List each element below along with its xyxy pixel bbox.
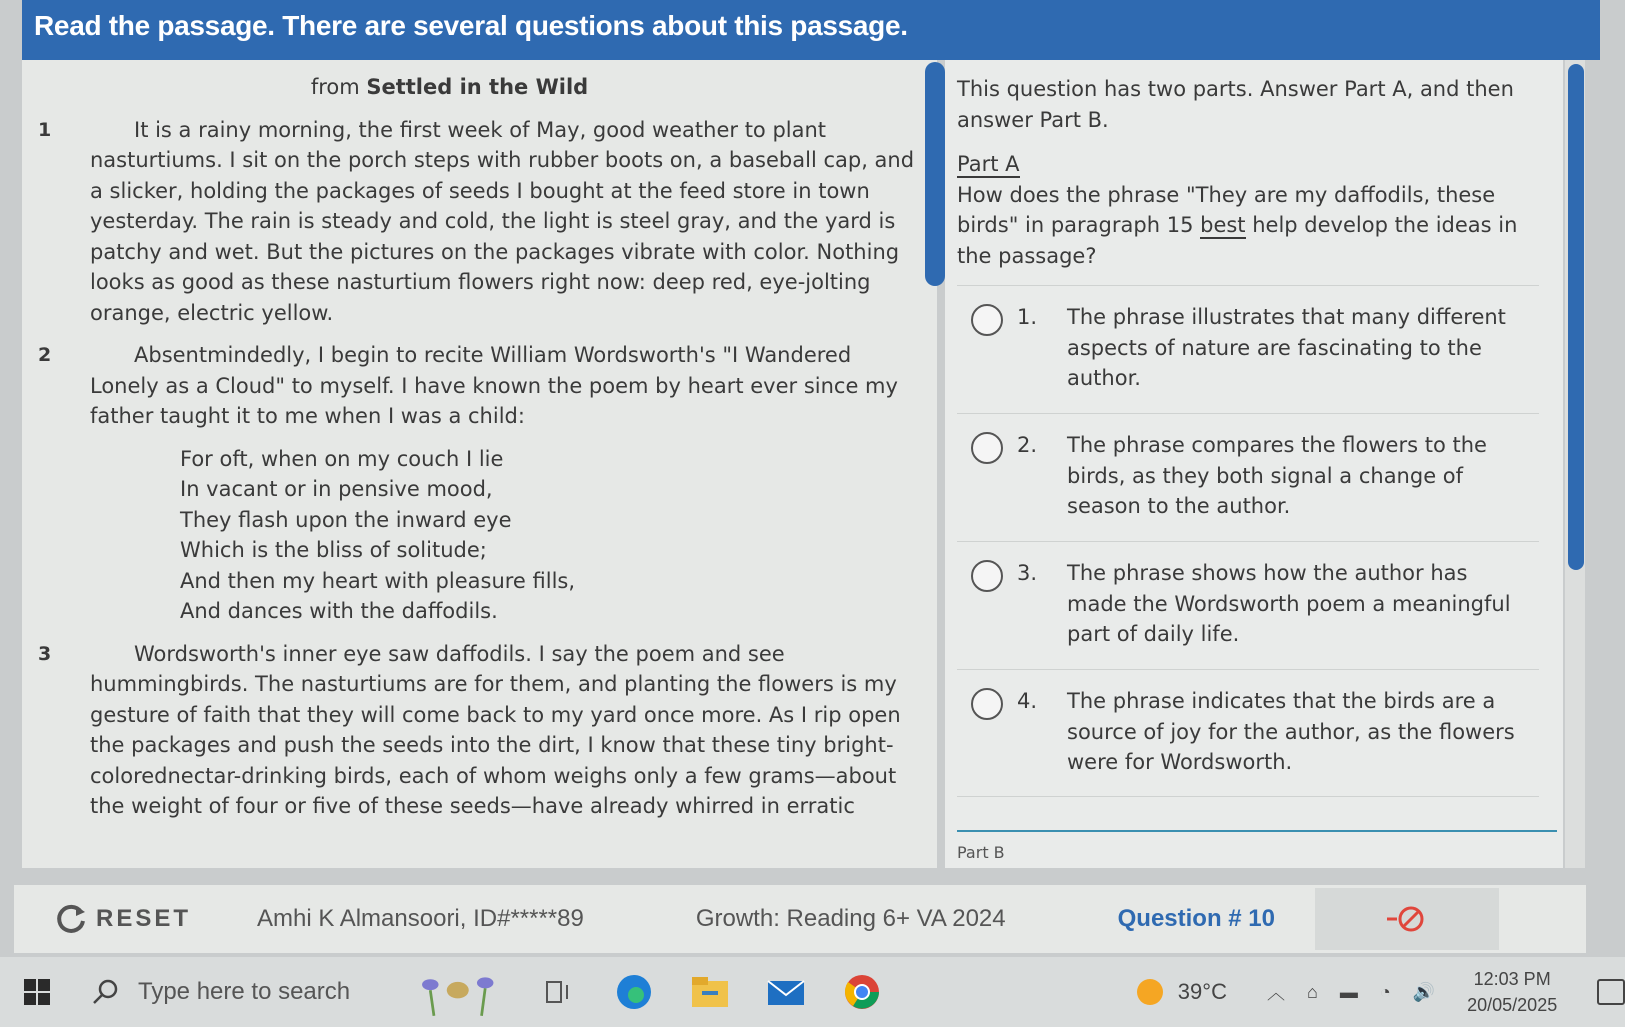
paragraph-2 bbox=[22, 340, 937, 432]
answer-choice-2[interactable] bbox=[957, 413, 1539, 541]
choice-text: The phrase illustrates that many different aspects of nature are fascinating to the author. bbox=[1067, 305, 1506, 390]
paragraph-1 bbox=[22, 115, 937, 329]
part-a-label: Part A bbox=[957, 152, 1020, 176]
paragraph-number: 1 bbox=[38, 118, 52, 141]
battery-icon[interactable]: ▬ bbox=[1339, 981, 1358, 1002]
assessment-name: Growth: Reading 6+ VA 2024 bbox=[695, 905, 1006, 932]
poem-line: And dances with the daffodils. bbox=[180, 599, 498, 623]
poem-line: For oft, when on my couch I lie bbox=[180, 446, 504, 471]
answer-choice-1[interactable] bbox=[957, 285, 1539, 413]
poem-line: And then my heart with pleasure fills, bbox=[180, 568, 576, 593]
weather-widget[interactable] bbox=[1132, 974, 1227, 1010]
part-b-label: Part B bbox=[957, 843, 1005, 862]
radio-button[interactable] bbox=[971, 304, 1003, 336]
question-scrollbar-thumb[interactable] bbox=[1568, 64, 1584, 570]
student-name: Amhi K Almansoori, ID#*****89 bbox=[257, 905, 584, 932]
question-number: Question # 10 bbox=[1117, 905, 1275, 932]
choice-text: The phrase shows how the author has made the Wordsworth poem a meaningful part of daily life. bbox=[1067, 561, 1511, 646]
question-intro: This question has two parts. Answer Part A, and then answer Part B. bbox=[957, 77, 1514, 132]
clock-date: 20/05/2025 bbox=[1467, 995, 1558, 1015]
choice-number: 2. bbox=[1017, 433, 1038, 457]
paragraph-number: 3 bbox=[38, 642, 52, 665]
poem-line: In vacant or in pensive mood, bbox=[180, 477, 493, 501]
system-tray bbox=[1267, 979, 1457, 1005]
passage-title-text: Settled in the Wild bbox=[366, 75, 589, 99]
choice-number: 1. bbox=[1017, 305, 1038, 329]
chevron-up-icon[interactable]: ︿ bbox=[1266, 983, 1285, 1003]
emphasis-word: best bbox=[1200, 213, 1246, 237]
choice-number: 3. bbox=[1017, 561, 1038, 585]
paragraph-text: It is a rainy morning, the first week of May, good weather to plant nasturtiums. I sit on the porch steps with rubber boots on, a baseball cap, and a slicker, holding the packages of seeds I bought at the feed store in town yesterday. The rain is steady and cold, the light is steel gray, and the yard is patchy and wet. But the pictures on the packages vibrate with color. Nothing looks as good as these nasturtium flowers right now: deep red, eye-jolting orange, electric yellow. bbox=[90, 117, 915, 325]
panel-resize-handle[interactable] bbox=[925, 62, 945, 286]
volume-icon[interactable]: 🔊 bbox=[1412, 981, 1436, 1002]
choice-text: The phrase indicates that the birds are a source of joy for the author, as the flowers were for Wordsworth. bbox=[1067, 689, 1515, 774]
answer-choice-4[interactable] bbox=[957, 669, 1539, 797]
paragraph-text: Wordsworth's inner eye saw daffodils. I say the poem and see hummingbirds. The nasturtiums are for them, and planting the flowers is my gesture of faith that they will come back to my yard once more. As I rip open the packages and push the seeds into the dirt, I know that these tiny bright-colorednectar-drinking birds, each of whom weighs only a few grams—about the weight of four or five of these seeds—have already whirred in erratic bbox=[90, 641, 901, 818]
answer-choices bbox=[957, 285, 1539, 797]
clock-time: 12:03 PM bbox=[1473, 969, 1551, 989]
pause-test-button[interactable] bbox=[1315, 888, 1499, 950]
answer-choice-3[interactable] bbox=[957, 541, 1539, 669]
passage-panel[interactable] bbox=[22, 60, 937, 868]
sun-icon bbox=[1132, 974, 1168, 1010]
paragraph-text: Absentmindedly, I begin to recite William Wordsworth's "I Wandered Lonely as a Cloud" to myself. I have known the poem by heart ever since my father taught it to me when I was a child: bbox=[90, 343, 898, 428]
search-icon bbox=[90, 977, 120, 1007]
wifi-icon[interactable]: ◔ bbox=[1379, 981, 1391, 1002]
paragraph-3 bbox=[22, 639, 937, 822]
taskbar-clock[interactable] bbox=[1467, 966, 1557, 1018]
search-highlight-flowers-icon[interactable] bbox=[412, 964, 504, 1020]
temperature: 39°C bbox=[1177, 979, 1227, 1004]
poem-line: They flash upon the inward eye bbox=[180, 507, 512, 532]
refresh-icon bbox=[54, 902, 88, 936]
edge-browser-icon[interactable] bbox=[614, 971, 654, 1013]
test-footer-bar bbox=[14, 885, 1586, 953]
windows-start-icon[interactable] bbox=[24, 979, 50, 1005]
notifications-icon[interactable] bbox=[1597, 979, 1625, 1005]
mail-icon[interactable] bbox=[766, 971, 806, 1013]
part-b-separator bbox=[957, 830, 1557, 860]
question-panel[interactable] bbox=[945, 60, 1563, 868]
poem-line: Which is the bliss of solitude; bbox=[180, 538, 487, 562]
question-stem: How does the phrase "They are my daffodils, these birds" in paragraph 15 best help develop the ideas in the passage? bbox=[957, 182, 1518, 268]
radio-button[interactable] bbox=[971, 560, 1003, 592]
file-explorer-icon[interactable] bbox=[690, 971, 730, 1013]
stop-icon bbox=[1387, 903, 1427, 935]
reset-label: RESET bbox=[96, 905, 192, 932]
radio-button[interactable] bbox=[971, 688, 1003, 720]
passage-title: from Settled in the Wild bbox=[310, 75, 589, 99]
radio-button[interactable] bbox=[971, 432, 1003, 464]
paragraph-number: 2 bbox=[38, 344, 52, 366]
search-placeholder: Type here to search bbox=[138, 978, 351, 1005]
task-view-icon[interactable] bbox=[539, 971, 577, 1013]
instructions-banner: Read the passage. There are several questions about this passage. bbox=[22, 0, 1600, 60]
choice-text: The phrase compares the flowers to the birds, as they both signal a change of season to the author. bbox=[1067, 433, 1487, 518]
network-icon[interactable]: ⌂ bbox=[1306, 981, 1318, 1002]
chrome-icon[interactable] bbox=[842, 971, 882, 1013]
reset-button[interactable] bbox=[54, 902, 191, 936]
poem-excerpt bbox=[22, 444, 937, 627]
taskbar-search-box[interactable] bbox=[90, 964, 447, 1020]
windows-taskbar bbox=[0, 957, 1625, 1027]
choice-number: 4. bbox=[1017, 689, 1038, 713]
